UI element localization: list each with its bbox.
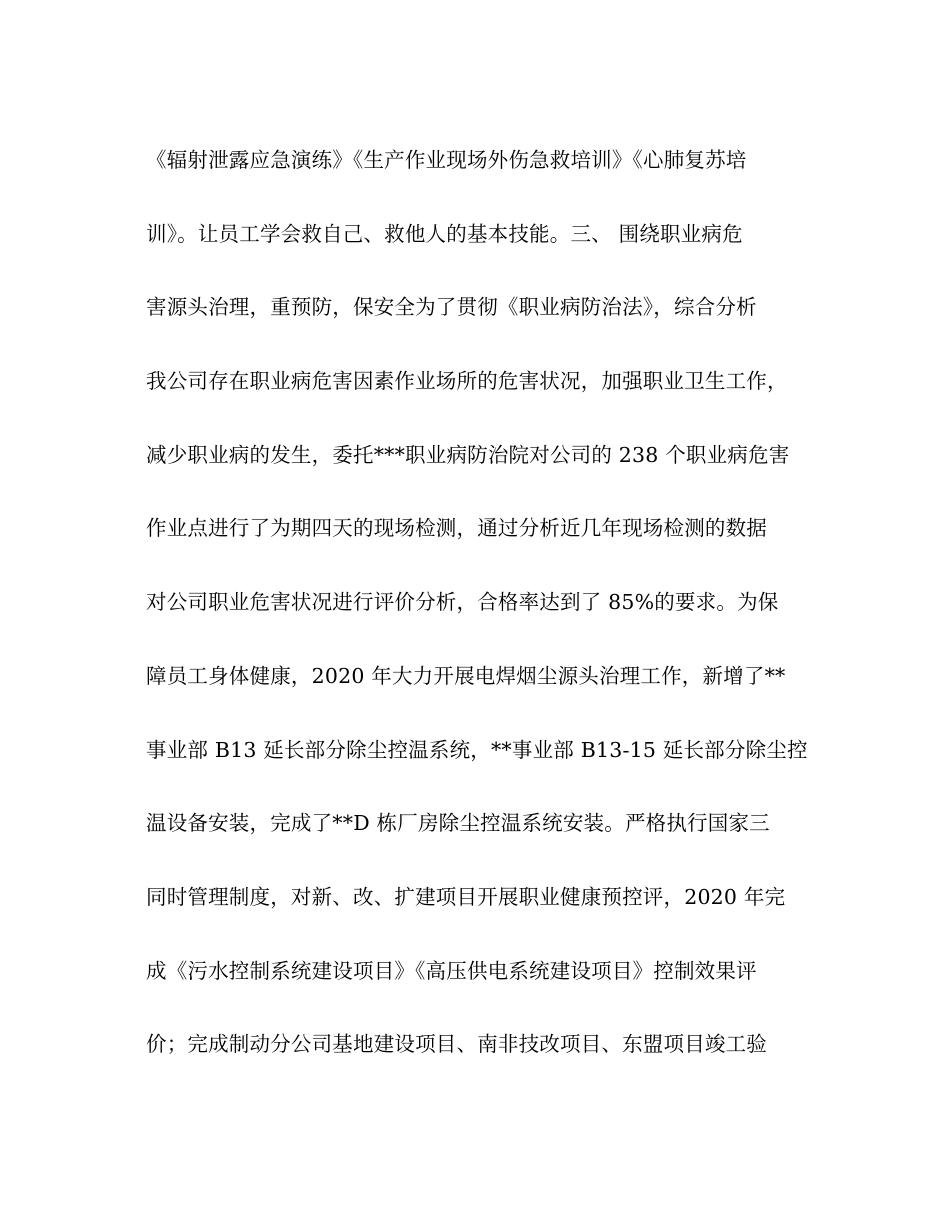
text-line-10: 温设备安装，完成了**D 栋厂房除尘控温系统安装。严格执行国家三 [146,811,770,836]
text-line-9: 事业部 B13 延长部分除尘控温系统，**事业部 B13-15 延长部分除尘控 [146,737,808,762]
text-line-3: 害源头治理，重预防，保安全为了贯彻《职业病防治法》，综合分析 [146,295,757,320]
text-line-2: 训》。让员工学会救自己、救他人的基本技能。三、 围绕职业病危 [146,221,743,246]
text-line-5: 减少职业病的发生，委托***职业病防治院对公司的 238 个职业病危害 [146,442,790,467]
text-line-1: 《辐射泄露应急演练》《生产作业现场外伤急救培训》《心肺复苏培 [146,148,747,172]
text-line-7: 对公司职业危害状况进行评价分析，合格率达到了 85%的要求。为保 [146,590,779,615]
text-line-11: 同时管理制度，对新、改、扩建项目开展职业健康预控评，2020 年完 [146,884,786,909]
body-text [146,140,806,1098]
text-line-6: 作业点进行了为期四天的现场检测，通过分析近几年现场检测的数据 [146,516,767,541]
text-line-8: 障员工身体健康，2020 年大力开展电焊烟尘源头治理工作，新增了** [146,663,786,688]
text-line-13: 价；完成制动分公司基地建设项目、南非技改项目、东盟项目竣工验 [146,1032,767,1057]
text-line-4: 我公司存在职业病危害因素作业场所的危害状况，加强职业卫生工作， [146,369,788,394]
text-line-12: 成《污水控制系统建设项目》《高压供电系统建设项目》控制效果评 [146,958,757,983]
